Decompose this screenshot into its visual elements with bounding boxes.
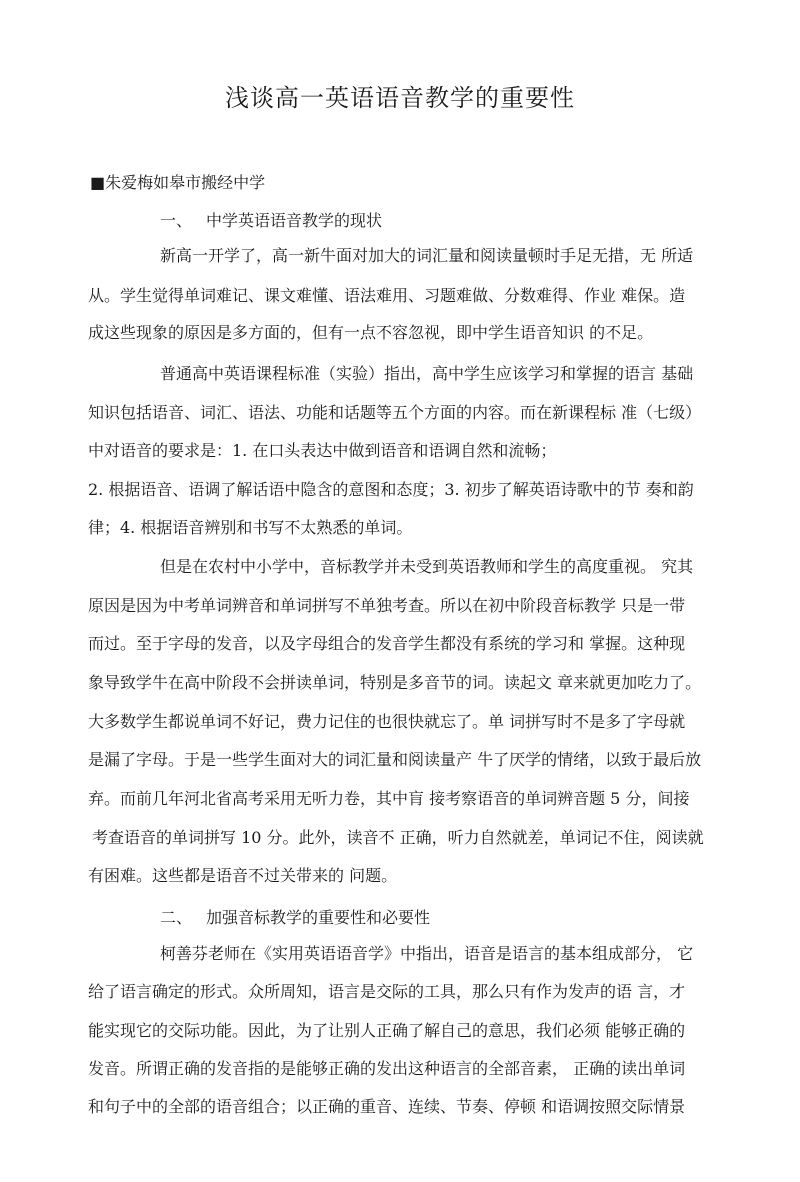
- paragraph-line: 成这些现象的原因是多方面的，但有一点不容忽视，即中学生语音知识 的不足。: [88, 323, 654, 342]
- paragraph-line: 考查语音的单词拼写 10 分。此外，读音不 正确，听力自然就差，单词记不住，阅读就: [92, 828, 704, 847]
- document-title: 浅谈高一英语语音教学的重要性: [225, 84, 575, 112]
- paragraph-line: 律；4. 根据语音辨别和书写不太熟悉的单词。: [88, 518, 413, 537]
- section-heading-1: [160, 208, 382, 231]
- paragraph-line: 给了语言确定的形式。众所周知，语言是交际的工具，那么只有作为发声的语 言，才: [88, 982, 686, 1001]
- paragraph-line: 从。学生觉得单词难记、课文难懂、语法难用、习题难做、分数难得、作业 难保。造: [88, 286, 686, 305]
- paragraph-line: 发音。所谓正确的发音指的是能够正确的发出这种语言的全部音素， 正确的读出单词: [88, 1059, 686, 1078]
- paragraph-line: 有困难。这些都是语音不过关带来的 问题。: [88, 866, 398, 885]
- paragraph-line: 大多数学生都说单词不好记，费力记住的也很快就忘了。单 词拼写时不是多了字母就: [88, 712, 686, 731]
- paragraph-line: 新高一开学了，高一新牛面对加大的词汇量和阅读量顿时手足无措，无 所适: [160, 246, 694, 265]
- paragraph-line: 原因是因为中考单词辨音和单词拼写不单独考查。所以在初中阶段音标教学 只是一带: [88, 596, 686, 615]
- paragraph-line: 弃。而前几年河北省高考采用无听力卷，其中肓 接考察语音的单词辨音题 5 分，间接: [88, 789, 690, 808]
- paragraph-line: 中对语音的要求是：1. 在口头表达中做到语音和语调自然和流畅；: [88, 441, 557, 460]
- paragraph-line: 普通高中英语课程标准（实验）指出，高中学生应该学习和掌握的语言 基础: [160, 364, 694, 383]
- paragraph-line: 是漏了字母。于是一些学生面对大的词汇量和阅读量产 牛了厌学的情绪，以致于最后放: [88, 750, 702, 769]
- paragraph-line: 而过。至于字母的发音，以及字母组合的发音学生都没有系统的学习和 掌握。这种现: [88, 634, 686, 653]
- section-title: 中学英语语音教学的现状: [206, 211, 383, 230]
- paragraph-line: 象导致学牛在高中阶段不会拼读单词，特别是多音节的词。读起文 章来就更加吃力了。: [88, 673, 702, 692]
- section-number: 一、: [160, 211, 193, 230]
- paragraph-line: 和句子中的全部的语音组合；以正确的重音、连续、节奏、停顿 和语调按照交际情景: [88, 1097, 686, 1116]
- paragraph-line: 2. 根据语音、语调了解话语中隐含的意图和态度；3. 初步了解英语诗歌中的节 奏和韵: [88, 480, 694, 499]
- paragraph-line: 但是在农村中小学中，音标教学并未受到英语教师和学生的高度重视。 究其: [160, 557, 694, 576]
- author-line: ■朱爱梅如皋市搬经中学: [90, 173, 266, 192]
- section-number: 二、: [160, 908, 193, 927]
- paragraph-line: 知识包括语音、词汇、语法、功能和话题等五个方面的内容。而在新课程标 准（七级）: [88, 403, 702, 422]
- section-title: 加强音标教学的重要性和必要性: [206, 908, 431, 927]
- paragraph-line: 柯善芬老师在《实用英语语音学》中指出，语音是语言的基本组成部分， 它: [160, 944, 694, 963]
- paragraph-line: 能实现它的交际功能。因此，为了让别人正确了解自己的意思，我们必须 能够正确的: [88, 1021, 686, 1040]
- section-heading-2: [160, 905, 430, 928]
